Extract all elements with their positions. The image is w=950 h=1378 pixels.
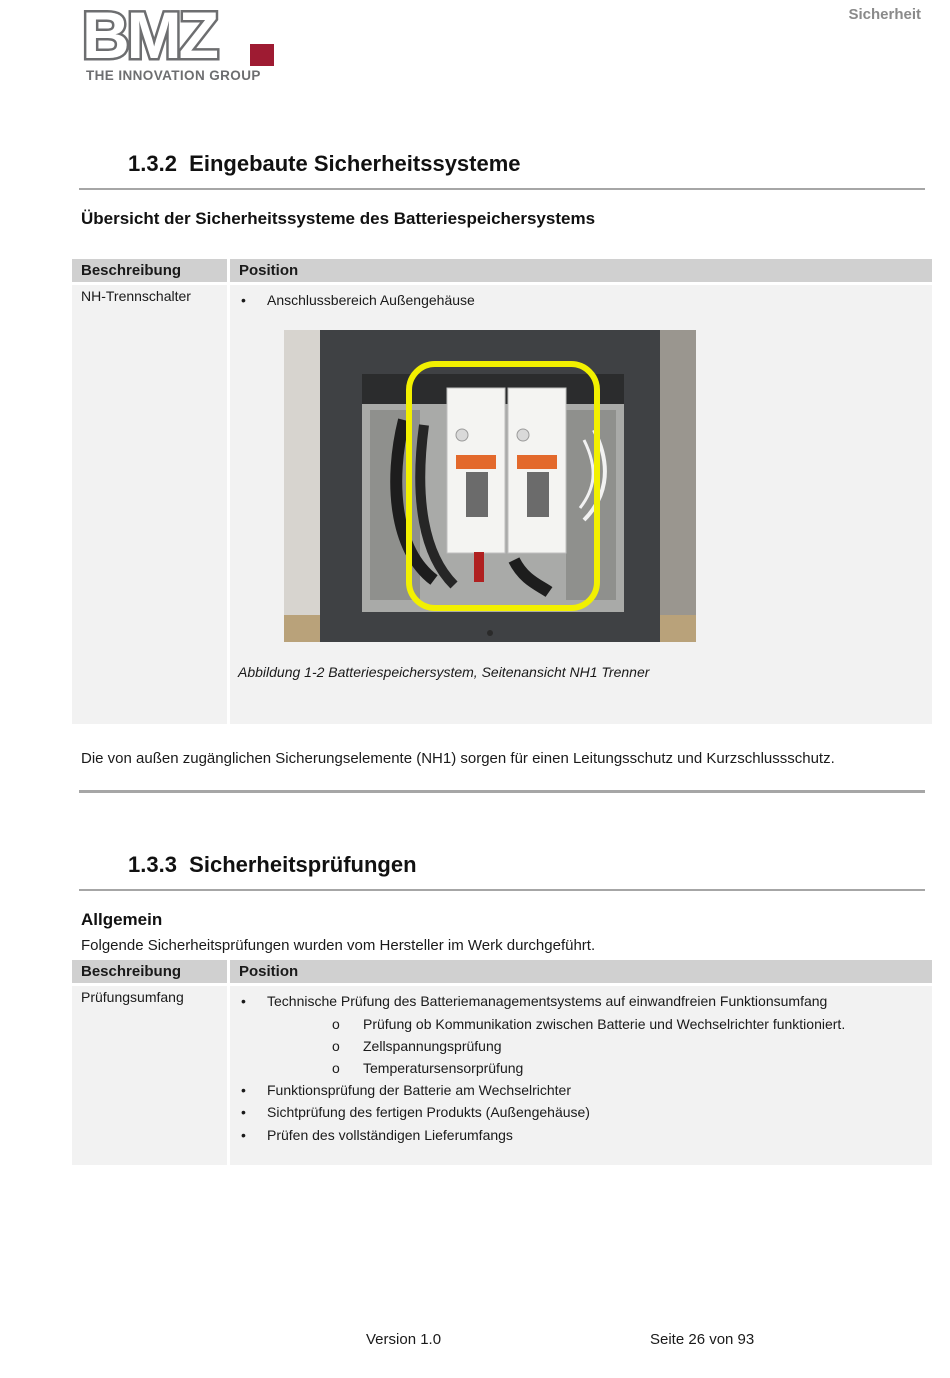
bmz-logo: [80, 2, 278, 86]
figure-nh1-photo: [284, 330, 696, 642]
table2-cell-position: [230, 986, 932, 1165]
section-133-number: 1.3.3: [128, 852, 177, 877]
table1-header-position: Position: [230, 259, 932, 282]
table2-sub-bullet-text: Zellspannungsprüfung: [363, 1038, 502, 1054]
table2-bullet-text: Funktionsprüfung der Batterie am Wechselrichter: [267, 1082, 571, 1098]
logo-red-square: [250, 44, 274, 66]
logo-tagline: THE INNOVATION GROUP: [86, 68, 261, 83]
section-133-subtitle: Allgemein: [81, 910, 163, 929]
table1-bullet: [241, 292, 475, 308]
table2-bullet: [241, 1082, 571, 1098]
header-section-label: Sicherheit: [848, 6, 921, 23]
table2-sub-bullet: [332, 1038, 502, 1054]
table1-bullet-text: Anschlussbereich Außengehäuse: [267, 292, 475, 308]
bullet-dot: •: [241, 993, 246, 1009]
section-132-heading: [128, 151, 521, 177]
table2-bullet: [241, 993, 828, 1009]
table2-sub-bullet-text: Temperatursensorprüfung: [363, 1060, 524, 1076]
section-132-subtitle: Übersicht der Sicherheitssysteme des Batteriespeichersystems: [81, 209, 596, 228]
section-132-paragraph: Die von außen zugänglichen Sicherungselemente (NH1) sorgen für einen Leitungsschutz und Kurzschlussschutz.: [81, 750, 835, 767]
sub-bullet-circle: o: [332, 1016, 340, 1032]
section-133-heading: [128, 852, 417, 878]
section-133-rule: [79, 889, 925, 891]
table2-bullet: [241, 1127, 513, 1143]
bullet-dot: •: [241, 1127, 246, 1143]
footer-version: Version 1.0: [366, 1331, 442, 1348]
bullet-dot: •: [241, 1104, 246, 1120]
section-132-end-rule: [79, 790, 925, 793]
logo-letters: BMZ: [82, 2, 216, 72]
section-132-title: Eingebaute Sicherheitssysteme: [189, 151, 521, 176]
sub-bullet-circle: o: [332, 1038, 340, 1054]
bullet-dot: •: [241, 1082, 246, 1098]
sub-bullet-circle: o: [332, 1060, 340, 1076]
table2-bullet-text: Prüfen des vollständigen Lieferumfangs: [267, 1127, 513, 1143]
table2-bullet-text: Sichtprüfung des fertigen Produkts (Außengehäuse): [267, 1104, 590, 1120]
table2-bullet-text: Technische Prüfung des Batteriemanagementsystems auf einwandfreien Funktionsumfang: [267, 993, 828, 1009]
table2-header-position: Position: [230, 960, 932, 983]
section-133-intro: Folgende Sicherheitsprüfungen wurden vom Hersteller im Werk durchgeführt.: [81, 937, 596, 954]
section-132-number: 1.3.2: [128, 151, 177, 176]
table2-sub-bullet: [332, 1016, 846, 1032]
table2-row-label: Prüfungsumfang: [81, 989, 184, 1005]
bullet-dot: •: [241, 292, 246, 308]
table2-cell-description: [72, 986, 227, 1165]
table1-header-description: Beschreibung: [72, 259, 227, 282]
footer-page-number: Seite 26 von 93: [650, 1331, 755, 1348]
section-133-title: Sicherheitsprüfungen: [189, 852, 417, 877]
figure-caption: Abbildung 1-2 Batteriespeichersystem, Seitenansicht NH1 Trenner: [238, 664, 650, 680]
table1-row-label: NH-Trennschalter: [81, 288, 191, 304]
table1-cell-description: [72, 285, 227, 724]
section-132-rule: [79, 188, 925, 190]
table2-bullet: [241, 1104, 590, 1120]
table1-cell-position: [230, 285, 932, 724]
table2-sub-bullet-text: Prüfung ob Kommunikation zwischen Batterie und Wechselrichter funktioniert.: [363, 1016, 846, 1032]
table2-header-description: Beschreibung: [72, 960, 227, 983]
table2-sub-bullet: [332, 1060, 524, 1076]
